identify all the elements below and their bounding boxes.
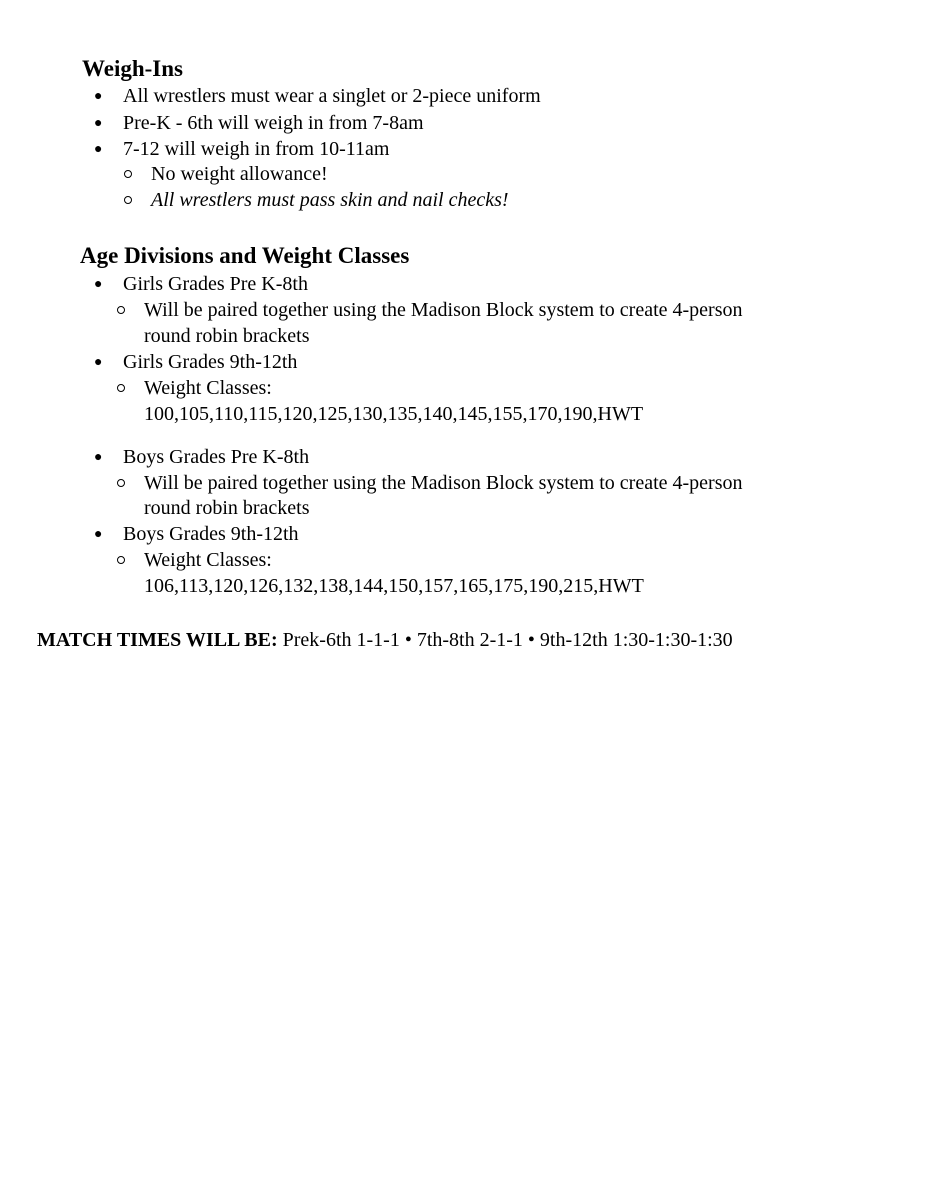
bullet-icon: ● <box>94 142 103 157</box>
age-divisions-heading: Age Divisions and Weight Classes <box>80 243 410 268</box>
weight-classes-list: 106,113,120,126,132,138,144,150,157,165,175,190,215,HWT <box>144 575 644 597</box>
list-item: Girls Grades 9th-12th <box>123 351 298 373</box>
list-item: All wrestlers must wear a singlet or 2-piece uniform <box>123 85 541 107</box>
sub-list-item-continued: round robin brackets <box>144 325 310 347</box>
list-item: 7-12 will weigh in from 10-11am <box>123 138 390 160</box>
weight-classes-list: 100,105,110,115,120,125,130,135,140,145,155,170,190,HWT <box>144 403 644 425</box>
bullet-icon: ● <box>94 116 103 131</box>
sub-list-item: Will be paired together using the Madison Block system to create 4-person <box>144 472 743 494</box>
circle-bullet-icon <box>117 479 125 487</box>
circle-bullet-icon <box>124 196 132 204</box>
bullet-icon: ● <box>94 355 103 370</box>
list-item: Boys Grades Pre K-8th <box>123 446 310 468</box>
list-item: Pre-K - 6th will weigh in from 7-8am <box>123 112 424 134</box>
bullet-icon: ● <box>94 89 103 104</box>
sub-list-item: Weight Classes: <box>144 377 272 399</box>
bullet-icon: ● <box>94 527 103 542</box>
circle-bullet-icon <box>124 170 132 178</box>
match-times-label: MATCH TIMES WILL BE: <box>37 629 278 651</box>
bullet-icon: ● <box>94 450 103 465</box>
weigh-ins-heading: Weigh-Ins <box>82 56 183 81</box>
circle-bullet-icon <box>117 384 125 392</box>
circle-bullet-icon <box>117 306 125 314</box>
match-times-line <box>37 628 733 653</box>
bullet-icon: ● <box>94 277 103 292</box>
sub-list-item: Will be paired together using the Madison Block system to create 4-person <box>144 299 743 321</box>
circle-bullet-icon <box>117 556 125 564</box>
list-item: Girls Grades Pre K-8th <box>123 273 308 295</box>
sub-list-item: Weight Classes: <box>144 549 272 571</box>
sub-list-item: No weight allowance! <box>151 163 328 185</box>
match-times-value: Prek-6th 1-1-1 • 7th-8th 2-1-1 • 9th-12th 1:30-1:30-1:30 <box>277 629 733 651</box>
sub-list-item-continued: round robin brackets <box>144 497 310 519</box>
list-item: Boys Grades 9th-12th <box>123 523 299 545</box>
sub-list-item: All wrestlers must pass skin and nail checks! <box>151 189 509 211</box>
